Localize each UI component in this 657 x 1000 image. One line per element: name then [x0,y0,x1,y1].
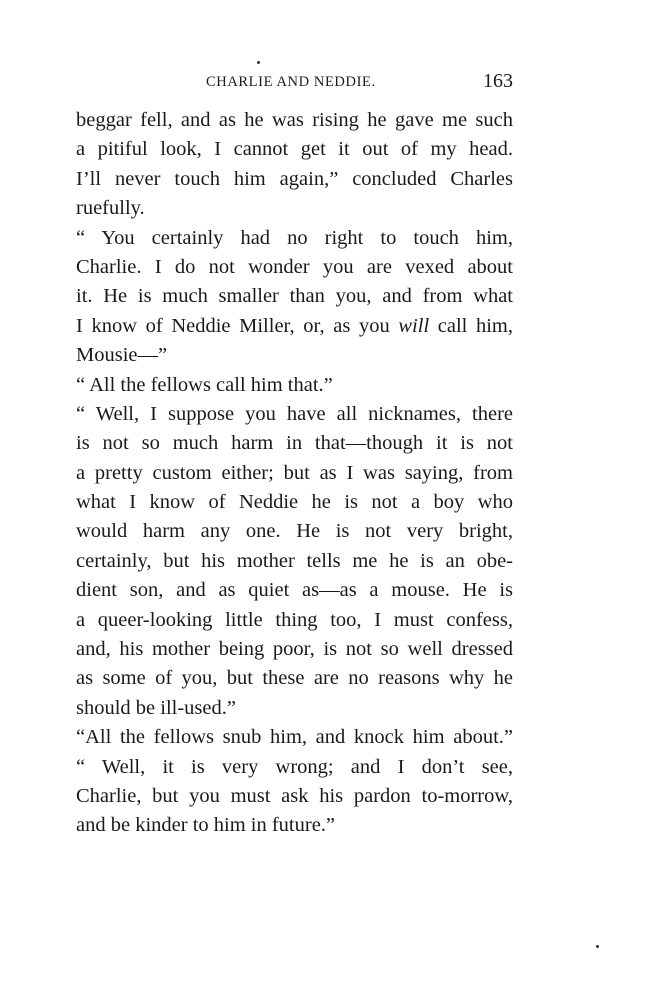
text-line: and, his mother being poor, is not so well dressed [76,638,513,661]
text-line: and be kinder to him in future.” [76,814,336,837]
text-line-with-emphasis [76,312,513,341]
text-line: “ Well, it is very wrong; and I don’t see, [76,755,513,778]
text-line: is not so much harm in that—though it is not [76,432,513,455]
body-text [76,106,513,841]
ink-speck-bottom [596,945,599,948]
running-header [76,70,513,98]
text-line: would harm any one. He is not very bright, [76,520,513,543]
text-line: beggar fell, and as he was rising he gave me such [76,109,513,131]
text-line: Charlie. I do not wonder you are vexed about [76,255,513,278]
text-line: Mousie—” [76,344,168,367]
text-line: dient son, and as quiet as—as a mouse. He is [76,579,513,602]
text-line: a pitiful look, I cannot get it out of my head. [76,138,513,161]
text-line: “All the fellows snub him, and knock him about.” [76,726,513,749]
text-line: certainly, but his mother tells me he is an obe- [76,549,513,572]
running-title: CHARLIE AND NEDDIE. [206,74,376,90]
text-line: should be ill-used.” [76,696,236,719]
text-segment: call him, [429,314,513,337]
emphasized-word: will [398,314,430,337]
text-line: “ You certainly had no right to touch him, [76,226,513,249]
text-line: I’ll never touch him again,” concluded Charles [76,167,513,190]
text-line: a queer-looking little thing too, I must confess, [76,608,513,631]
text-line: “ Well, I suppose you have all nicknames, there [76,402,513,425]
text-line: what I know of Neddie he is not a boy who [76,491,513,514]
text-line: ruefully. [76,197,145,220]
text-segment: I know of Neddie Miller, or, as you [76,314,399,337]
text-line: Charlie, but you must ask his pardon to-morrow, [76,784,513,807]
text-line: “ All the fellows call him that.” [76,373,333,396]
page-number: 163 [483,70,513,92]
text-line: a pretty custom either; but as I was saying, from [76,461,513,484]
ink-speck-top [257,61,260,64]
text-line: it. He is much smaller than you, and from what [76,285,513,308]
text-line: as some of you, but these are no reasons why he [76,667,513,690]
